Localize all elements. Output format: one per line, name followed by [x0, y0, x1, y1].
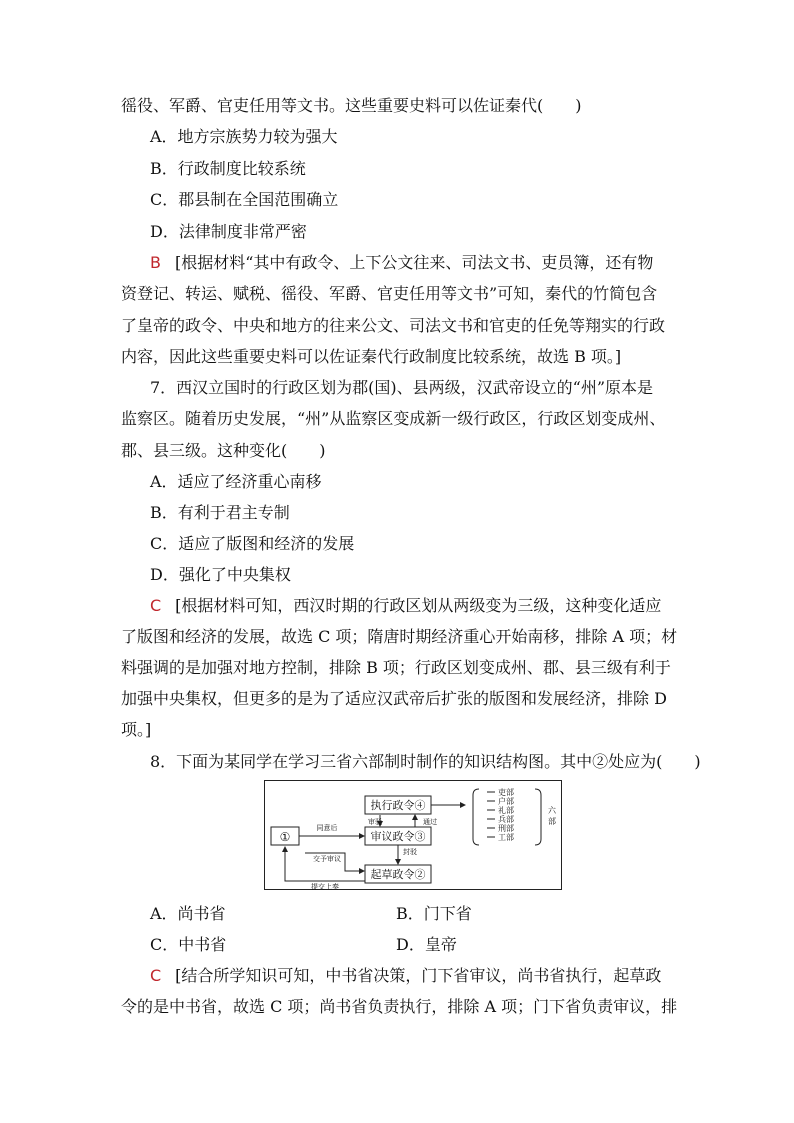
box-exec-label: 执行政令④ — [370, 799, 426, 812]
label-fengbo: 封驳 — [403, 848, 417, 856]
six-label-b: 部 — [548, 817, 556, 826]
q8-option-d: D．皇帝 — [396, 935, 457, 954]
box-draft-label: 起草政令② — [370, 868, 426, 881]
label-agree: 同意后 — [316, 824, 338, 832]
ministry-item: 礼部 — [498, 806, 514, 815]
q7-explanation-line-4: 加强中央集权，但更多的是为了适应汉武帝后扩张的版图和发展经济，排除 D — [121, 689, 667, 708]
q6-option-d: D．法律制度非常严密 — [150, 222, 307, 241]
label-handover: 交予审议 — [313, 855, 341, 863]
label-pass: 通过 — [423, 818, 437, 826]
q6-explanation-line-3: 了皇帝的政令、中央和地方的往来公文、司法文书和官吏的任免等翔实的行政 — [121, 316, 666, 335]
q7-stem-line-2: 监察区。随着历史发展，“州”从监察区变成新一级行政区，行政区划变成州、 — [121, 409, 666, 428]
label-shenbo: 审驳 — [368, 818, 382, 826]
q8-stem: 8．下面为某同学在学习三省六部制时制作的知识结构图。其中②处应为( ) — [150, 752, 701, 771]
q8-answer: C — [150, 966, 162, 985]
q6-explanation-line-1: B [根据材料“其中有政令、上下公文往来、司法文书、吏员簿，还有物 — [150, 253, 654, 272]
q7-option-b: B．有利于君主专制 — [150, 503, 290, 522]
q8-option-c: C．中书省 — [150, 935, 227, 954]
ministry-item: 刑部 — [498, 824, 514, 833]
three-departments-diagram — [264, 780, 562, 890]
box-review-label: 审议政令③ — [370, 830, 426, 843]
q7-option-c: C．适应了版图和经济的发展 — [150, 534, 355, 553]
q6-answer: B — [150, 253, 161, 272]
q6-stem-tail: 徭役、军爵、官吏任用等文书。这些重要史料可以佐证秦代( ) — [121, 96, 582, 115]
q8-option-b: B．门下省 — [396, 904, 472, 923]
q7-explanation-line-1: C [根据材料可知，西汉时期的行政区划从两级变为三级，这种变化适应 — [150, 596, 662, 615]
q8-explanation-line-1: C [结合所学知识可知，中书省决策，门下省审议，尚书省执行，起草政 — [150, 966, 662, 985]
ministry-item: 吏部 — [498, 788, 514, 797]
box-one-label: ① — [279, 830, 291, 844]
ministry-item: 兵部 — [498, 815, 514, 824]
q7-explanation-line-3: 料强调的是加强对地方控制，排除 B 项；行政区划变成州、郡、县三级有利于 — [121, 658, 671, 677]
six-label-a: 六 — [548, 806, 556, 815]
q6-explanation-line-2: 资登记、转运、赋税、徭役、军爵、官吏任用等文书”可知，秦代的竹简包含 — [121, 284, 658, 303]
q8-explanation-line-2: 令的是中书省，故选 C 项；尚书省负责执行，排除 A 项；门下省负责审议，排 — [121, 997, 678, 1016]
q6-option-c: C．郡县制在全国范围确立 — [150, 190, 339, 209]
q6-explanation-line-4: 内容，因此这些重要史料可以佐证秦代行政制度比较系统，故选 B 项。] — [121, 347, 622, 366]
q6-option-b: B．行政制度比较系统 — [150, 159, 306, 178]
ministry-item: 工部 — [498, 833, 514, 842]
q7-stem-line-1: 7．西汉立国时的行政区划为郡(国)、县两级，汉武帝设立的“州”原本是 — [150, 378, 654, 397]
ministry-item: 户部 — [498, 797, 514, 806]
q7-stem-line-3: 郡、县三级。这种变化( ) — [121, 441, 326, 460]
q7-answer: C — [150, 596, 162, 615]
q8-option-a: A．尚书省 — [150, 904, 226, 923]
q7-option-a: A．适应了经济重心南移 — [150, 472, 322, 491]
q7-explanation-line-5: 项。] — [121, 720, 152, 739]
label-submit: 提交上奏 — [311, 883, 339, 891]
ministries-list — [487, 787, 514, 842]
q6-option-a: A．地方宗族势力较为强大 — [150, 127, 338, 146]
q7-option-d: D．强化了中央集权 — [150, 565, 291, 584]
q7-explanation-line-2: 了版图和经济的发展，故选 C 项；隋唐时期经济重心开始南移，排除 A 项；材 — [121, 627, 678, 646]
